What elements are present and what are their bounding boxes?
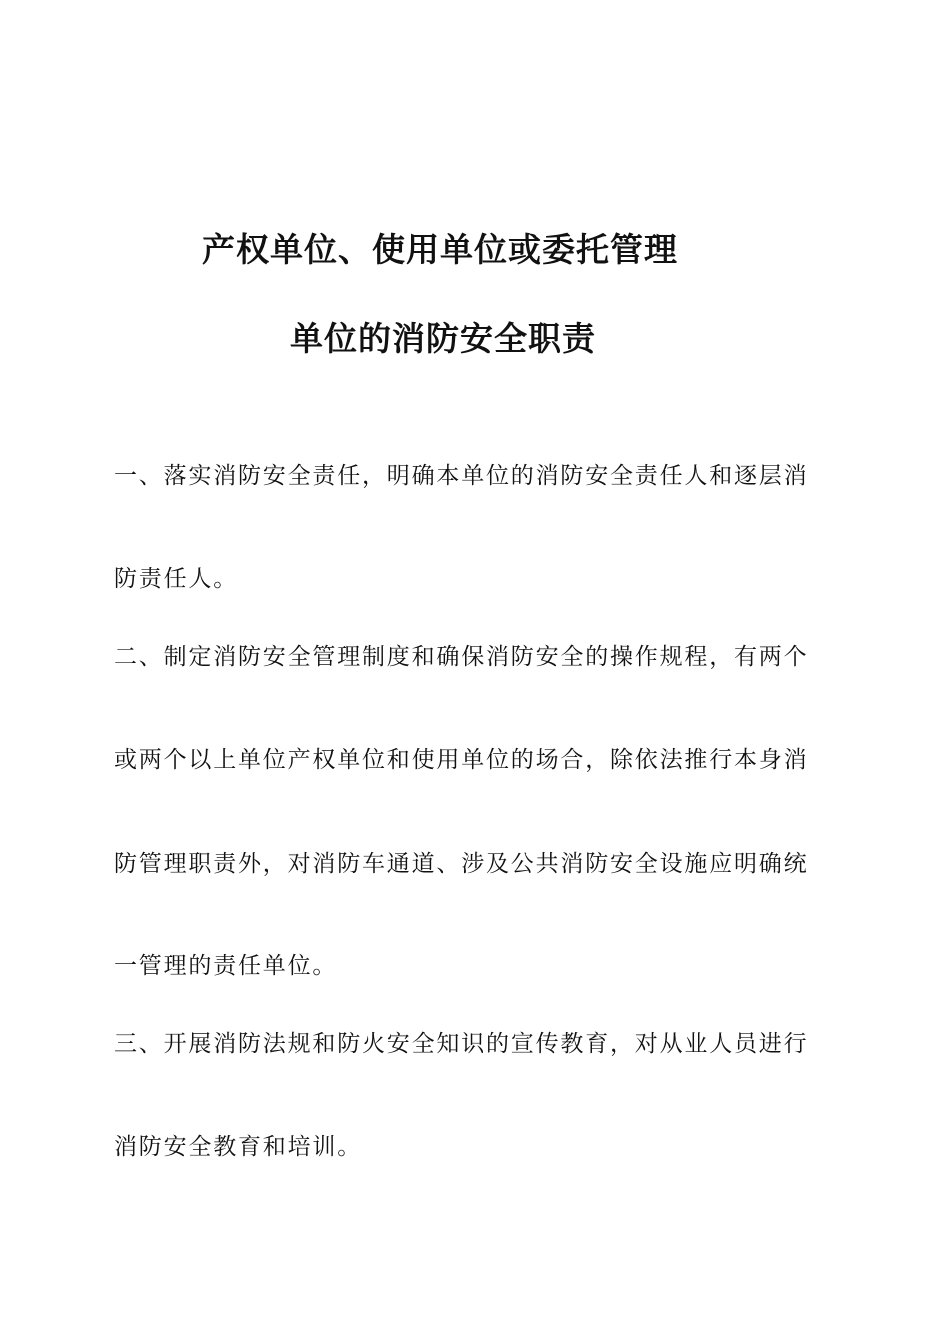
body-line-1: 一、落实消防安全责任，明确本单位的消防安全责任人和逐层消: [114, 463, 809, 489]
body-line-2: 防责任人。: [114, 566, 238, 592]
body-line-5: 防管理职责外，对消防车通道、涉及公共消防安全设施应明确统: [114, 851, 809, 877]
document-title-line-1: 产权单位、使用单位或委托管理: [202, 230, 678, 269]
body-line-4: 或两个以上单位产权单位和使用单位的场合，除依法推行本身消: [114, 747, 809, 773]
body-line-7: 三、开展消防法规和防火安全知识的宣传教育，对从业人员进行: [114, 1031, 809, 1057]
body-line-3: 二、制定消防安全管理制度和确保消防安全的操作规程，有两个: [114, 644, 809, 670]
body-line-6: 一管理的责任单位。: [114, 953, 338, 979]
document-title-line-2: 单位的消防安全职责: [290, 319, 596, 358]
body-line-8: 消防安全教育和培训。: [114, 1134, 362, 1160]
